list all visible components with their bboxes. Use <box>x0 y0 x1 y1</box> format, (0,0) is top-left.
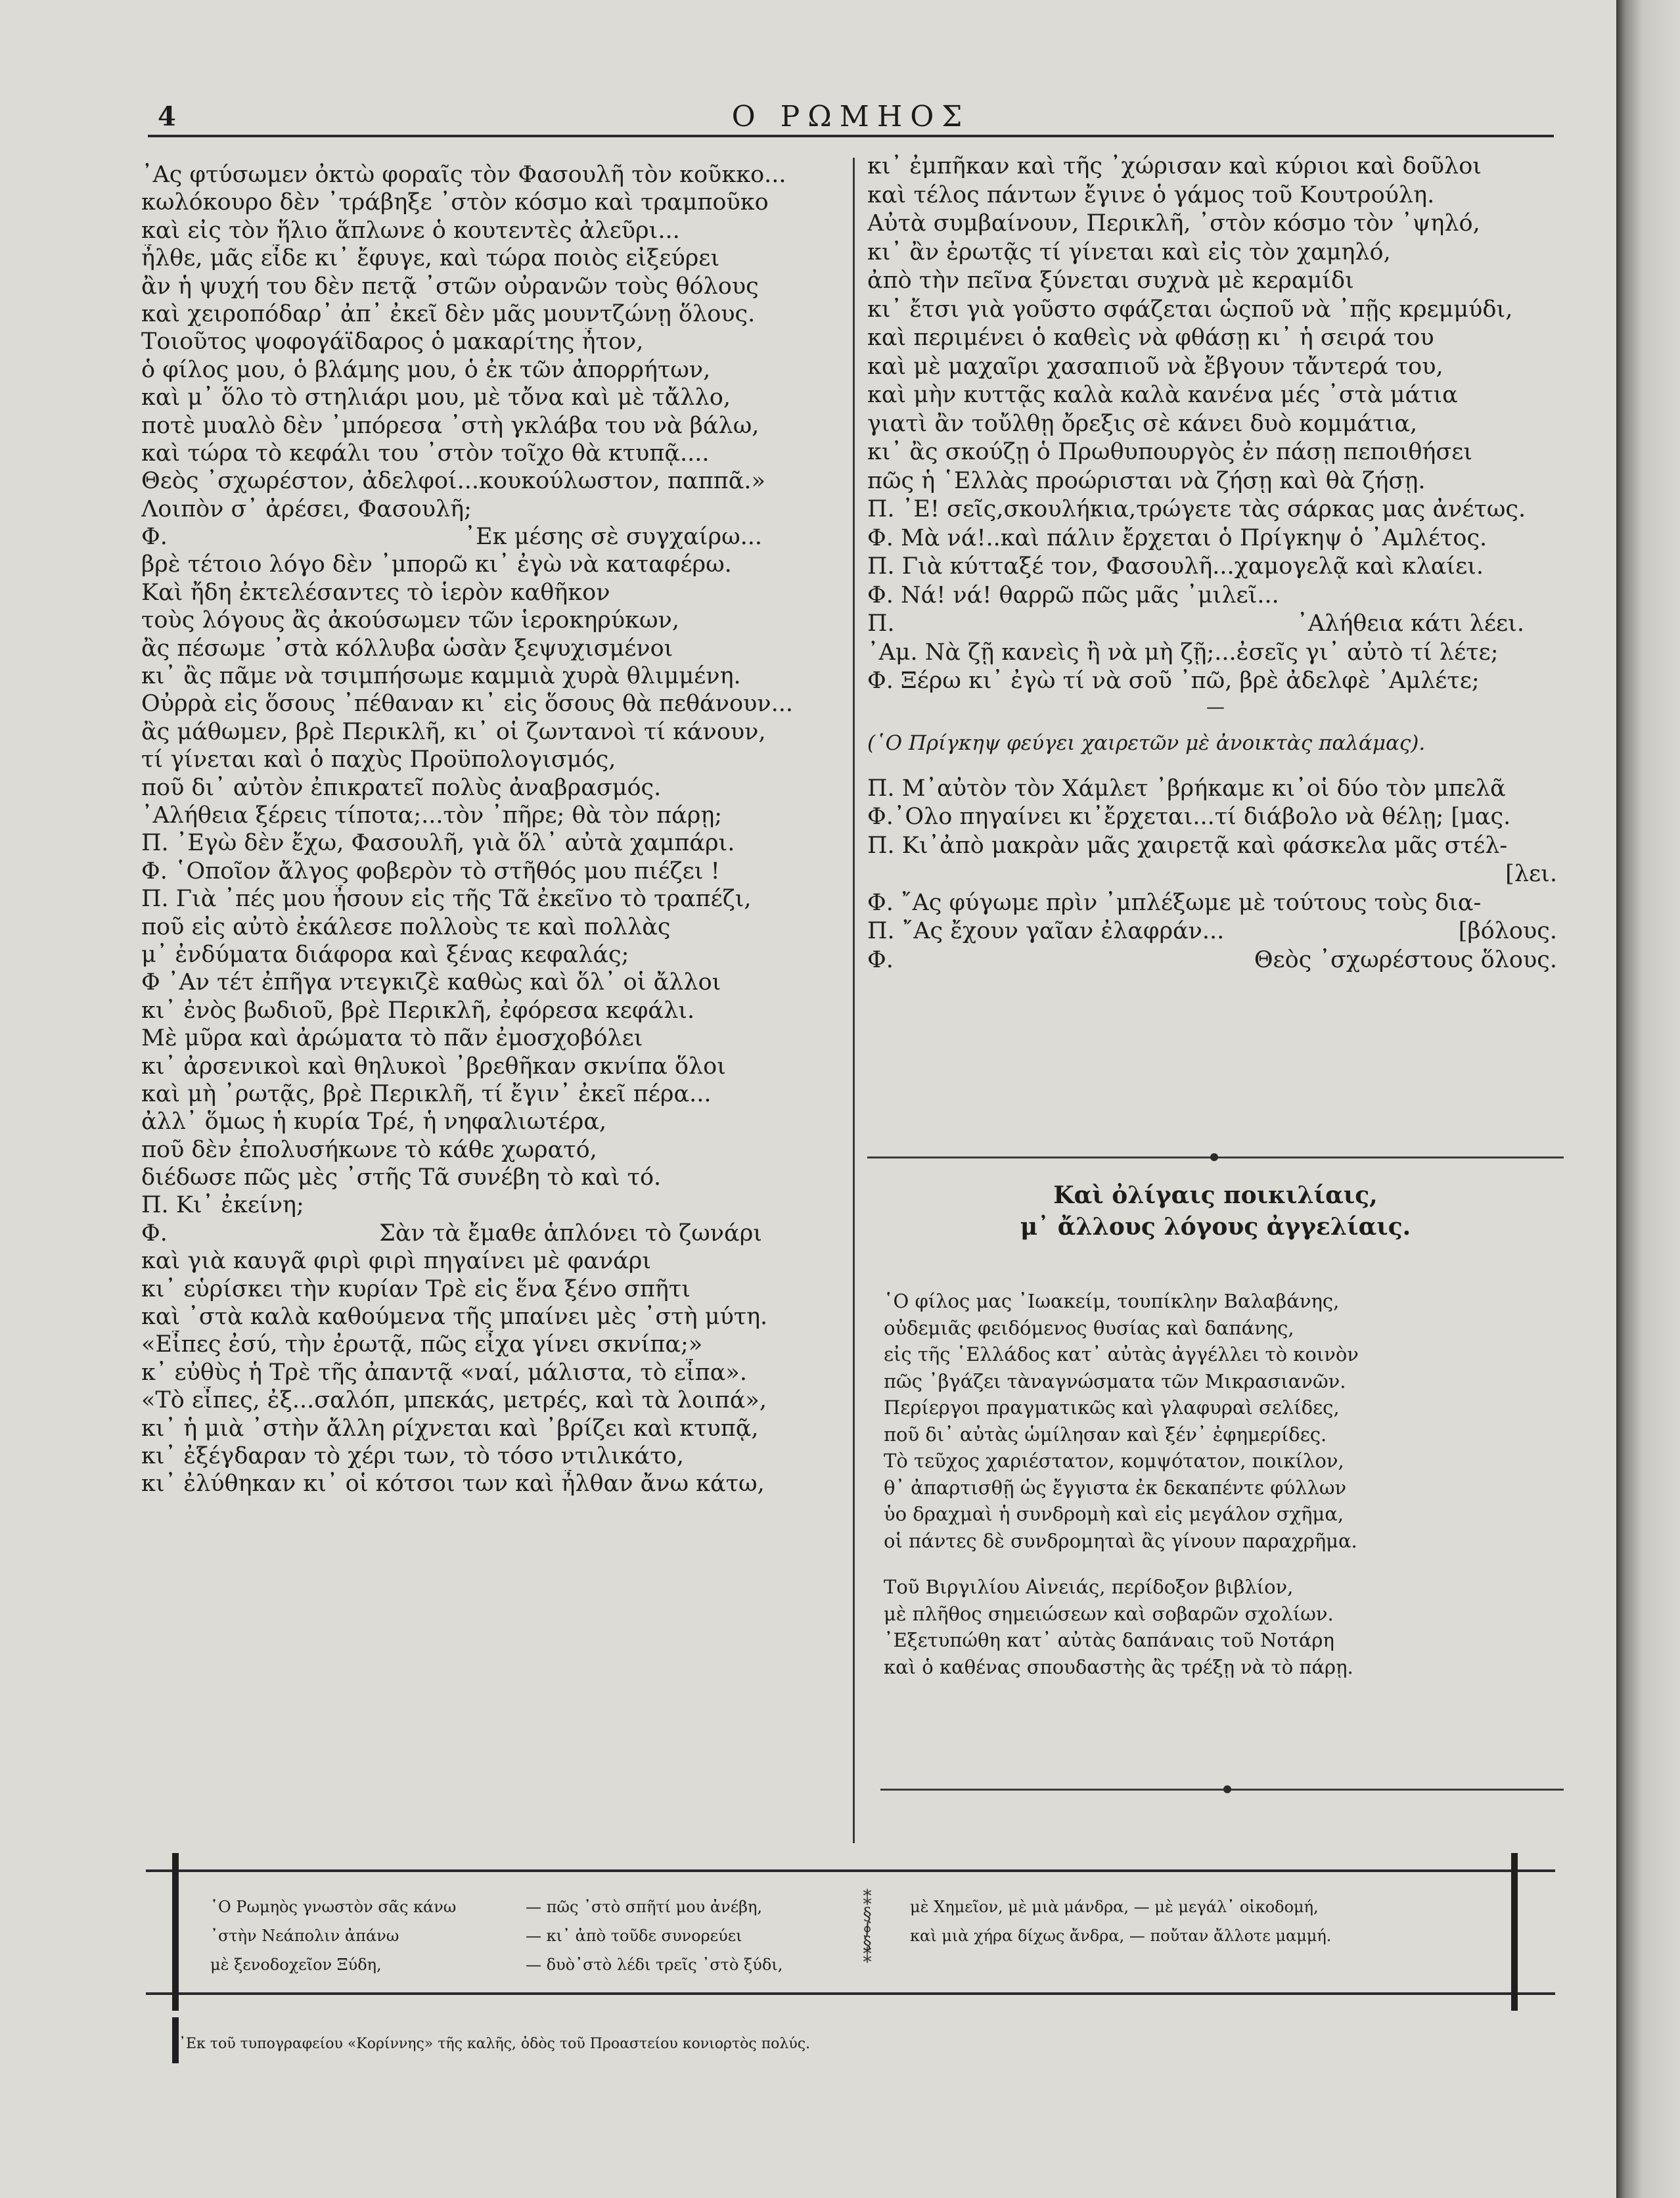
text-line: καὶ περιμένει ὁ καθεὶς νὰ φθάσῃ κι᾽ ἡ σειρά του <box>867 325 1434 351</box>
text-line: κι᾽ εὑρίσκει τὴν κυρίαν Τρὲ εἰς ἕνα ξένο σπῆτι <box>141 1275 691 1302</box>
text-line: ἀλλ᾽ ὅμως ἡ κυρία Τρέ, ἡ νηφαλιωτέρα, <box>141 1109 607 1135</box>
text-line: ῾Ο φίλος μας ᾽Ιωακείμ, τουπίκλην Βαλαβάνης, <box>884 1290 1340 1312</box>
text-line: Φ.᾽Ολο πηγαίνει κι᾽ἔρχεται...τί διάβολο νὰ θέλῃ; [μας. <box>867 804 1511 830</box>
advert-right <box>910 1892 1331 1950</box>
text-line: ᾿Αλήθεια ξέρεις τίποτα;...τὸν ᾽πῆρε; θὰ τὸν πάρῃ; <box>141 802 723 829</box>
text-line: Τὸ τεῦχος χαριέστατον, κομψότατον, ποικίλον, <box>884 1450 1344 1472</box>
text-line: ἂς μάθωμεν, βρὲ Περικλῆ, κι᾽ οἱ ζωντανοὶ τί κάνουν, <box>141 718 766 745</box>
text-line: Θεὸς ᾽σχωρέστον, ἀδελφοί...κουκούλωστον, παππᾶ.» <box>141 468 765 495</box>
text-line: Π. Γιὰ ᾽πές μου ἦσουν εἰς τῆς Τᾶ ἐκεῖνο τὸ τραπέζι, <box>141 886 752 913</box>
masthead-title: Ο ΡΩΜΗΟΣ <box>731 100 970 133</box>
text-line: πῶς ᾽βγάζει τὰναγνώσματα τῶν Μικρασιανῶν. <box>884 1369 1346 1392</box>
text-line: Π. ᾿Ε! σεῖς,σκουλήκια,τρώγετε τὰς σάρκας μας ἀνέτως. <box>867 496 1526 522</box>
text-line: Λοιπὸν σ᾽ ἀρέσει, Φασουλῆ; <box>141 495 472 522</box>
text-line: καὶ εἰς τὸν ἥλιο ἅπλωνε ὁ κουτεντὲς ἀλεῦρι... <box>141 217 680 244</box>
news-heading-line1: Καὶ ὀλίγαις ποικιλίαις, <box>1053 1181 1378 1209</box>
text-line: καὶ μὴ ᾽ρωτᾷς, βρὲ Περικλῆ, τί ἔγιν᾽ ἐκεῖ πέρα... <box>141 1080 712 1107</box>
verse-separator: — <box>1206 695 1225 718</box>
text-line <box>141 523 841 551</box>
text-line: καὶ τώρα τὸ κεφάλι του ᾽στὸν τοῖχο θὰ κτυπᾷ.... <box>141 440 710 467</box>
text-line: κι᾽ ἀρσενικοὶ καὶ θηλυκοὶ ᾽βρεθῆκαν σκνίπα ὅλοι <box>141 1053 726 1080</box>
advert-line: — δυὸ᾽στὸ λέδι τρεῖς ᾽στὸ ξύδι, <box>526 1956 783 1974</box>
text-line: κι᾽ ἐλύθηκαν κι᾽ οἱ κότσοι των καὶ ἦλθαν ἄνω κάτω, <box>141 1471 765 1498</box>
text-line: μ᾽ ἐνδύματα διάφορα καὶ ξένας κεφαλάς; <box>141 941 629 968</box>
text-line: μὲ πλῆθος σημειώσεων καὶ σοβαρῶν σχολίων. <box>884 1602 1334 1625</box>
text-line: Φ. Μὰ νά!..καὶ πάλιν ἔρχεται ὁ Πρίγκηψ ὁ ᾽Αμλέτος. <box>867 524 1487 551</box>
footer-left-bar <box>172 2017 179 2063</box>
text-line: ὁ φίλος μου, ὁ βλάμης μου, ὁ ἐκ τῶν ἀπορρήτων, <box>141 356 711 383</box>
text-line: καὶ μὲ μαχαῖρι χασαπιοῦ νὰ ἔβγουν τἄντερά του, <box>867 353 1443 380</box>
text-line: [λει. <box>1505 861 1557 887</box>
news-paragraph-2 <box>884 1574 1567 1680</box>
text-line: Φ ᾽Αν τέτ ἐπῆγα ντεγκιζὲ καθὼς καὶ ὅλ᾽ οἱ ἄλλοι <box>141 969 721 996</box>
line-text: Θεὸς ᾽σχωρέστους ὅλους. <box>1254 946 1557 973</box>
text-line: βρὲ τέτοιο λόγο δὲν ᾽μπορῶ κι᾽ ἐγὼ νὰ καταφέρω. <box>141 551 732 578</box>
advert-line: ᾽στὴν Νεάπολιν ἀπάνω <box>210 1927 399 1945</box>
text-line: Φ. Ξέρω κι᾽ ἐγὼ τί νὰ σοῦ ᾽πῶ, βρὲ ἀδελφὲ ᾽Αμλέτε; <box>867 668 1480 694</box>
text-line <box>141 1220 841 1247</box>
text-line: Π. Γιὰ κύτταξέ τον, Φασουλῆ...χαμογελᾷ καὶ κλαίει. <box>867 553 1484 580</box>
text-line: θ᾽ ἀπαρτισθῇ ὡς ἔγγιστα ἐκ δεκαπέντε φύλλων <box>884 1476 1347 1499</box>
text-line: Μὲ μῦρα καὶ ἀρώματα τὸ πᾶν ἐμοσχοβόλει <box>141 1025 643 1052</box>
page-header <box>148 99 1554 138</box>
text-line: κι᾽ ἂς πᾶμε νὰ τσιμπήσωμε καμμιὰ χυρὰ θλιμμένη. <box>141 663 741 690</box>
divider-ornament <box>1210 1153 1218 1161</box>
text-line: Φ. ῾Οποῖον ἄλγος φοβερὸν τὸ στῆθός μου πιέζει ! <box>141 858 720 884</box>
advert-left-b <box>526 1892 783 1979</box>
advert-line: μὲ ξενοδοχεῖον Ξύδη, <box>210 1956 382 1974</box>
text-line: ποῦ εἰς αὐτὸ ἐκάλεσε πολλοὺς τε καὶ πολλὰς <box>141 913 671 940</box>
text-line: οἱ πάντες δὲ συνδρομηταὶ ἂς γίνουν παραχρῆμα. <box>884 1529 1357 1552</box>
speaker-label: Φ. <box>141 524 168 551</box>
text-line: Π. Κι᾽ἀπὸ μακρὰν μᾶς χαιρετᾷ καὶ φάσκελα μᾶς στέλ- <box>867 832 1508 859</box>
text-line: καὶ ὁ καθένας σπουδαστὴς ἂς τρέξῃ νὰ τὸ πάρῃ. <box>884 1655 1353 1678</box>
advert-line: καὶ μιὰ χήρα δίχως ἄνδρα, — ποὔταν ἄλλοτε μαμμή. <box>910 1927 1332 1945</box>
text-line: Π. ᾿Εγὼ δὲν ἔχω, Φασουλῆ, γιὰ ὅλ᾽ αὐτὰ χαμπάρι. <box>141 830 735 857</box>
text-line: οὐδεμιᾶς φειδόμενος θυσίας καὶ δαπάνης, <box>884 1316 1294 1339</box>
text-line: Αὐτὰ συμβαίνουν, Περικλῆ, ᾽στὸν κόσμο τὸν ᾽ψηλό, <box>867 210 1480 237</box>
text-line: Π. Κι᾽ ἐκείνη; <box>141 1192 304 1219</box>
speaker-label: Φ. <box>867 946 894 973</box>
page-number: 4 <box>158 101 176 132</box>
text-line: κι᾽ ἂν ἐρωτᾷς τί γίνεται καὶ εἰς τὸν χαμηλό, <box>867 239 1391 265</box>
line-text: ᾿Εκ μέσης σὲ συγχαίρω... <box>464 524 762 551</box>
line-text: Σὰν τὰ ἔμαθε ἁπλόνει τὸ ζωνάρι <box>379 1220 762 1247</box>
text-line: κι᾽ ἡ μιὰ ᾽στὴν ἄλλη ρίχνεται καὶ ᾽βρίζει καὶ κτυπᾷ, <box>141 1415 759 1442</box>
text-line: κι᾽ ἐμπῆκαν καὶ τῆς ᾽χώρισαν καὶ κύριοι καὶ δοῦλοι <box>867 153 1482 179</box>
right-column-verse <box>867 152 1564 696</box>
advert-line: — πῶς ᾽στὸ σπῆτί μου ἀνέβη, <box>526 1898 763 1916</box>
text-line: ᾿Αμ. Νὰ ζῇ κανεὶς ἢ νὰ μὴ ζῇ;...ἐσεῖς γι᾽ αὐτὸ τί λέτε; <box>867 639 1499 666</box>
text-line: Φ. ῎Ας φύγωμε πρὶν ᾽μπλέξωμε μὲ τούτους τοὺς δια- <box>867 889 1482 916</box>
text-line: ἀπὸ τὴν πεῖνα ξύνεται συχνὰ μὲ κεραμίδι <box>867 267 1354 294</box>
text-line: κωλόκουρο δὲν ᾽τράβηξε ᾽στὸν κόσμο καὶ τραμποῦκο <box>141 189 769 216</box>
text-line: διέδωσε πῶς μὲς ᾽στῆς Τᾶ συνέβη τὸ καὶ τό. <box>141 1164 662 1191</box>
text-line: Τοῦ Βιργιλίου Αἰνειάς, περίδοξον βιβλίον, <box>884 1576 1294 1598</box>
text-line: ποῦ δὲν ἐπολυσήκωνε τὸ κάθε χωρατό, <box>141 1136 597 1163</box>
left-column <box>141 161 841 1498</box>
advert-center-ornament: ⁑ § ∮ § ⁑ <box>863 1890 872 1967</box>
page-edge-shadow <box>1616 0 1680 2198</box>
text-line: κ᾽ εὐθὺς ἡ Τρὲ τῆς ἀπαντᾷ «ναί, μάλιστα, τὸ εἶπα». <box>141 1359 747 1386</box>
text-line: «Τὸ εἶπες, ἐξ...σαλόπ, μπεκάς, μετρές, καὶ τὰ λοιπά», <box>141 1387 767 1414</box>
text-line: ἂν ἡ ψυχή του δὲν πετᾷ ᾽στῶν οὐρανῶν τοὺς θόλους <box>141 273 759 300</box>
text-line <box>867 917 1564 946</box>
news-end-divider <box>880 1789 1564 1791</box>
text-line: τί γίνεται καὶ ὁ παχὺς Προϋπολογισμός, <box>141 746 616 773</box>
news-paragraph-1 <box>884 1288 1567 1554</box>
text-line: ποῦ δι᾽ αὐτὰς ὡμίλησαν καὶ ξέν᾽ ἐφημερίδες. <box>884 1423 1327 1446</box>
text-line: «Εἶπες ἐσύ, τὴν ἐρωτᾷ, πῶς εἶχα γίνει σκνίπα;» <box>141 1331 703 1358</box>
advert-left-bar <box>172 1853 179 2011</box>
advert-line: μὲ Χημεῖον, μὲ μιὰ μάνδρα, — μὲ μεγάλ᾽ οἰκοδομή, <box>910 1898 1319 1916</box>
text-line: γιατὶ ἂν τοὔλθῃ ὄρεξις σὲ κάνει δυὸ κομμάτια, <box>867 410 1418 437</box>
text-line: καὶ μὴν κυττᾷς καλὰ καλὰ κανένα μές ᾽στὰ μάτια <box>867 382 1458 408</box>
text-line: ὑο δραχμαὶ ἡ συνδρομὴ καὶ εἰς μεγάλον σχῆμα, <box>884 1503 1344 1525</box>
text-line: κι᾽ ἐξέγδαραν τὸ χέρι των, τὸ τόσο ντιλικάτο, <box>141 1442 684 1469</box>
advert-right-bar <box>1511 1853 1518 2011</box>
news-end-ornament <box>1223 1785 1231 1793</box>
text-line: Τοιοῦτος ψοφογάϊδαρος ὁ μακαρίτης ἦτον, <box>141 329 644 355</box>
right-column <box>867 152 1564 974</box>
right-column-dialogue <box>867 775 1564 975</box>
text-line: τοὺς λόγους ἂς ἀκούσωμεν τῶν ἱεροκηρύκων, <box>141 607 679 634</box>
text-line: Περίεργοι πραγματικῶς καὶ γλαφυραὶ σελίδες, <box>884 1396 1340 1419</box>
text-line: κι᾽ ἔτσι γιὰ γοῦστο σφάζεται ὡςποῦ νὰ ᾽πῇς κρεμμύδι, <box>867 296 1513 323</box>
speaker-label: Π. <box>867 610 895 637</box>
text-line: ᾿Εξετυπώθη κατ᾽ αὐτὰς δαπάναις τοῦ Νοτάρη <box>884 1629 1334 1651</box>
text-line: ποτὲ μυαλὸ δὲν ᾽μπόρεσα ᾽στὴ γκλάβα του νὰ βάλω, <box>141 412 760 439</box>
advert-left-a <box>210 1892 456 1979</box>
text-line: καὶ τέλος πάντων ἔγινε ὁ γάμος τοῦ Κουτρούλη. <box>867 181 1435 208</box>
text-line: ἂς πέσωμε ᾽στὰ κόλλυβα ὡσὰν ξεψυχισμένοι <box>141 635 673 662</box>
line-text: [βόλους. <box>1458 918 1557 944</box>
header-rule <box>148 135 1554 137</box>
line-text: ᾿Αλήθεια κάτι λέει. <box>1296 610 1524 637</box>
column-divider <box>853 158 855 1843</box>
text-line: καὶ χειροπόδαρ᾽ ἀπ᾽ ἐκεῖ δὲν μᾶς μουντζώνῃ ὅλους. <box>141 300 756 327</box>
text-line: καὶ μ᾽ ὅλο τὸ στηλιάρι μου, μὲ τὄνα καὶ μὲ τἄλλο, <box>141 384 731 411</box>
advert-line: ῾Ο Ρωμηὸς γνωστὸν σᾶς κάνω <box>210 1898 457 1916</box>
text-line: πῶς ἡ ῾Ελλὰς προώρισται νὰ ζήσῃ καὶ θὰ ζήσῃ. <box>867 467 1426 494</box>
news-heading-line2: μ᾽ ἄλλους λόγους ἀγγελίαις. <box>1020 1213 1411 1241</box>
text-line: κι᾽ ἂς σκούζῃ ὁ Πρωθυπουργὸς ἐν πάσῃ πεποιθήσει <box>867 439 1473 465</box>
text-line: Οὐρρὰ εἰς ὅσους ᾽πέθαναν κι᾽ εἰς ὅσους θὰ πεθάνουν... <box>141 691 793 718</box>
text-line: Καὶ ἤδη ἐκτελέσαντες τὸ ἱερὸν καθῆκον <box>141 579 610 606</box>
text-line: Φ. Νά! νά! θαρρῶ πῶς μᾶς ᾽μιλεῖ... <box>867 582 1279 608</box>
text-line: καὶ ᾽στὰ καλὰ καθούμενα τῆς μπαίνει μὲς ᾽στὴ μύτη. <box>141 1304 768 1331</box>
text-line <box>867 946 1564 975</box>
text-line: καὶ γιὰ καυγᾶ φιρὶ φιρὶ πηγαίνει μὲ φανάρι <box>141 1248 652 1275</box>
text-line: κι᾽ ἐνὸς βωδιοῦ, βρὲ Περικλῆ, ἐφόρεσα κεφάλι. <box>141 997 695 1024</box>
news-heading <box>867 1179 1564 1243</box>
text-line: εἰς τῆς ῾Ελλάδος κατ᾽ αὐτὰς ἀγγέλλει τὸ κοινὸν <box>884 1343 1359 1365</box>
stage-direction: (῾Ο Πρίγκηψ φεύγει χαιρετῶν μὲ ἀνοικτὰς παλάμας). <box>867 731 1426 755</box>
printer-imprint: ᾿Εκ τοῦ τυπογραφείου «Κορίννης» τῆς καλῆς, ὁδὸς τοῦ Προαστείου κονιορτὸς πολύς. <box>179 2036 811 2052</box>
speaker-label: Φ. <box>141 1220 168 1247</box>
text-line: Π. Μ᾽αὐτὸν τὸν Χάμλετ ᾽βρήκαμε κι᾽οἱ δύο τὸν μπελᾶ <box>867 775 1506 802</box>
text-line <box>867 610 1564 639</box>
text-line: ᾿Ας φτύσωμεν ὀκτὼ φοραῖς τὸν Φασουλῆ τὸν κοῦκκο... <box>141 162 786 188</box>
speaker-label: Π. ῎Ας ἔχουν γαῖαν ἐλαφράν... <box>867 918 1225 944</box>
advert-line: — κι᾽ ἀπὸ τοῦδε συνορεύει <box>526 1927 742 1945</box>
text-line: ποῦ δι᾽ αὐτὸν ἐπικρατεῖ πολὺς ἀναβρασμός. <box>141 774 662 801</box>
text-line: ἦλθε, μᾶς εἶδε κι᾽ ἔφυγε, καὶ τώρα ποιὸς εἰξεύρει <box>141 245 720 272</box>
